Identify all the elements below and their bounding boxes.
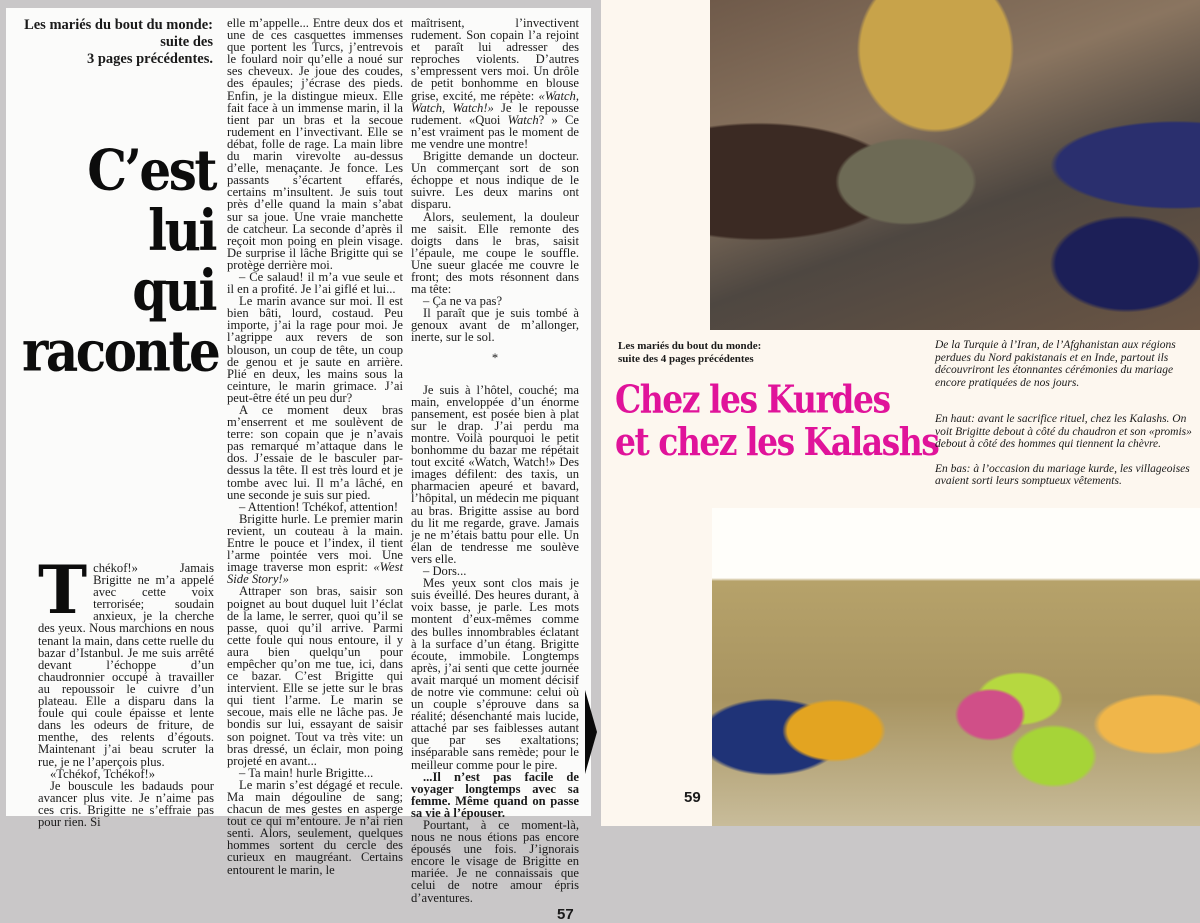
paragraph: Pourtant, à ce moment-là, nous ne nous étions pas encore épousés une fois. J’ignorais encore le visage de Brigitte en mariée. Je ne connaissais que celui de notre amour épris d’aventures. <box>411 818 579 905</box>
paragraph: – Ta main! hurle Brigitte... <box>239 765 374 780</box>
paragraph: elle m’appelle... Entre deux dos et une de ces casquettes immenses que portent les Turcs, j’entrevois le foulard noir qu’elle a noué sur ses cheveux. Je joue des coudes, des épaules; j’écrase des pieds. Enfin, je la distingue mieux. Elle fait face à un immense marin, il la tient par un bras et la secoue rudement en l’invectivant. Elle se débat, folle de rage. La main libre du marin virevolte au-dessus d’elle, menaçante. Je fonce. Les passants s’écartent effarés, certains m’insultent. Je suis tout près d’elle quand la main s’abat sur sa joue. Une vraie manchette de catcheur. La seconde d’après il reçoit mon poing en plein visage. De surprise il lâche Brigitte qui se protège derrière moi. <box>227 16 403 272</box>
paragraph <box>227 513 403 586</box>
right-headline <box>615 376 939 465</box>
paragraph-bold: ...Il n’est pas facile de voyager longtemps avec sa femme. Même quand on passe sa vie à l’épouser. <box>411 769 579 820</box>
article-column-2 <box>227 17 403 876</box>
paragraph: Attraper son bras, saisir son poignet au bout duquel luit l’éclat de la lame, le serrer, quoi qu’il se passe, quoi qu’il arrive. Parmi cette foule qui nous entoure, il y aura bien quelqu’un pour empêcher qu’on me tue, ici, dans ce bazar. C’est Brigitte qui intervient. Elle se jette sur le bras qui tient l’arme. Le marin se secoue, mais elle ne lâche pas. Je bondis sur lui, essayant de saisir son poignet. Tout va très vite: un bras dressé, un éclair, mon poing projeté en avant... <box>227 584 403 768</box>
left-kicker <box>20 17 213 68</box>
paragraph: «Tchékof, Tchékof!» <box>50 766 156 781</box>
paragraph: Brigitte demande un docteur. Un commerçant sort de son échoppe et nous indique de le suivre. Les deux marins ont disparu. <box>411 149 579 212</box>
italic-word: Watch <box>507 112 539 127</box>
paragraph: – Dors... <box>423 564 467 579</box>
paragraph <box>38 551 214 769</box>
headline-line: qui <box>132 257 215 324</box>
caption-top: En haut: avant le sacrifice rituel, chez les Kalashs. On voit Brigitte debout à côté du chaudron et son «promis» debout à côté des hommes qui tiennent la chèvre. <box>935 413 1192 450</box>
headline-line: et chez les Kalashs <box>615 419 939 465</box>
paragraph: Je bouscule les badauds pour avancer plus vite. Je n’aime pas ces cris. Brigitte ne s’effraie pas pour rien. Si <box>38 778 214 829</box>
paragraph <box>411 17 579 150</box>
paragraph-text: chékof!» Jamais Brigitte ne m’a appelé avec cette voix terrorisée; soudain anxieux, je la cherche des yeux. Nous marchions en nous tenant la main, dans cette ruelle du bazar d’Istanbul. Je me suis arrêté devant l’échoppe d’un chaudronnier occupé à travailler au repoussoir le cuivre d’un plateau. Elle a disparu dans la foule qui coule épaisse et lente dans les odeurs de friture, de menthe, des relents d’égouts. Maintenant j’ai beau scruter la rue, je ne l’aperçois plus. <box>38 561 214 769</box>
paragraph-text: maîtrisent, l’invectivent rudement. Son copain l’a rejoint et paraît lui adresser des reproches violents. D’autres s’empressent vers moi. Un drôle de petit bonhomme en blouse grise, excité, me répète: <box>411 16 579 103</box>
paragraph: Le marin avance sur moi. Il est bien bâti, lourd, costaud. Peu importe, j’ai la rage pour moi. Je l’agrippe aux revers de son blouson, un coup de tête, un coup de genou et je saute en arrière. Plié en deux, les mains sous la ceinture, le marin grimace. J’ai peut-être été un peu dur? <box>227 294 403 405</box>
paragraph: – Ça ne va pas? <box>423 294 503 309</box>
section-break-star: * <box>491 350 499 365</box>
kicker-line: suite des 4 pages précédentes <box>618 353 754 365</box>
paragraph-text: ? » Ce n’est vraiment pas le moment de me vendre une montre! <box>411 112 579 151</box>
headline-line: C’est lui <box>87 136 215 264</box>
kicker-line: 3 pages précédentes. <box>86 51 213 67</box>
right-text-block <box>935 339 1197 500</box>
italic-quote: «Watch, Watch, Watch!» <box>411 88 579 115</box>
kicker-line: Les mariés du bout du monde: <box>618 340 762 352</box>
paragraph: Alors, seulement, la douleur me saisit. Elle remonte des doigts dans le bras, saisit l’épaule, me coupe le souffle. Une sueur glacée me couvre le front; des mots résonnent dans ma tête: <box>411 209 579 297</box>
paragraph: – Ce salaud! il m’a vue seule et il en a profité. Je l’ai giflé et lui... <box>227 269 403 297</box>
page-number-right: 59 <box>684 789 701 806</box>
caption-bottom: En bas: à l’occasion du mariage kurde, les villageoises avaient sorti leurs somptueux vêtements. <box>935 462 1190 487</box>
headline-line: Chez les Kurdes <box>615 376 890 422</box>
paragraph: Je suis à l’hôtel, couché; ma main, enveloppée d’un énorme pansement, est posée bien à plat sur le drap. J’ai perdu ma montre. Voilà pourquoi le petit bonhomme du bazar me répétait tout excité «Watch, Watch!» Des images défilent: des taxis, un pharmacien apeuré et bavard, l’hôpital, un médecin me piquant au bras. Brigitte assise au bord du lit me regarde, grave. Jamais je ne m’étais battu pour elle. Un élan de tendresse me soulève vers elle. <box>411 382 579 566</box>
paragraph: A ce moment deux bras m’enserrent et me soulèvent de terre: son copain que je n’avais pas remarqué m’attaque dans le dos. J’essaie de le basculer par-dessus la tête. Il est très lourd et je tombe avec lui. Il m’a lâché, en une seconde je suis sur pied. <box>227 403 403 502</box>
paragraph-text: Brigitte hurle. Le premier marin revient, un couteau à la main. Entre le pouce et l’index, il tient l’arme pointée vers moi. Une image traverse mon esprit: <box>227 511 403 575</box>
article-column-1 <box>38 551 214 829</box>
italic-quote: «West Side Story!» <box>227 560 403 587</box>
paragraph: Le marin s’est dégagé et recule. Ma main dégouline de sang; chacun de mes gestes en asperge tout ce qui m’entoure. Je n’ai rien senti. Alors, seulement, quelques hommes sortent du cercle des curieux en maugréant. Certains entourent le marin, le <box>227 777 403 877</box>
paragraph-text: Je le repousse rudement. «Quoi <box>411 100 579 127</box>
photo-kalash-sacrifice <box>710 0 1200 330</box>
left-headline <box>22 136 219 385</box>
headline-line: raconte <box>22 318 219 385</box>
intro-text: De la Turquie à l’Iran, de l’Afghanistan aux régions perdues du Nord pakistanais et en Inde, partout ils découvriront les étonnantes cérémonies du mariage encore pratiquées de nos jours. <box>935 339 1176 389</box>
right-kicker <box>618 340 858 366</box>
paragraph: – Attention! Tchékof, attention! <box>239 499 399 514</box>
page-number-left: 57 <box>557 906 574 923</box>
continue-arrow-icon <box>585 690 597 774</box>
drop-cap: T <box>38 551 88 629</box>
article-column-3 <box>411 17 579 904</box>
photo-sky <box>712 508 948 578</box>
kicker-line: suite des <box>160 34 213 50</box>
paragraph: Il paraît que je suis tombé à genoux avant de m’allonger, inerte, sur le sol. <box>411 306 579 345</box>
kicker-line: Les mariés du bout du monde: <box>24 17 213 33</box>
photo-kurdish-wedding <box>712 508 1200 826</box>
paragraph: Mes yeux sont clos mais je suis éveillé. Des heures durant, à voix basse, je parle. Les mots montent d’eux-mêmes comme des bulles innombrables éclatant à la surface d’un étang. Brigitte écoute, immobile. Longtemps après, j’ai senti que cette journée avait marqué un moment décisif de notre vie commune: celui où un couple s’éprouve dans sa réalité; désenchanté mais lucide, attaché par ses faiblesses autant que par ses exaltations; inséparable sans remède; pour le meilleur comme pour le pire. <box>411 576 579 772</box>
